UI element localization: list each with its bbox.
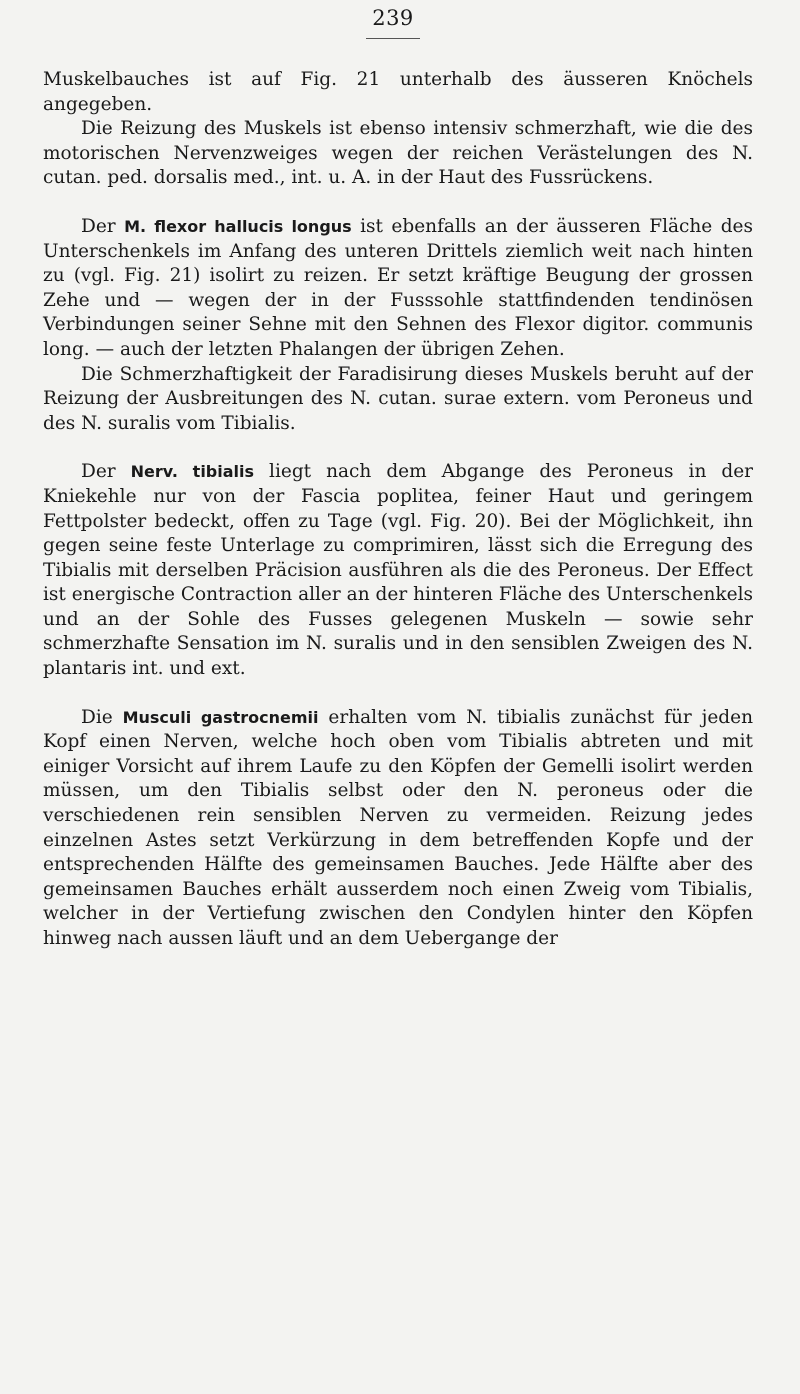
paragraph: Die Reizung des Muskels ist ebenso intensiv schmerzhaft, wie die des motorischen Nervenzweiges wegen der reichen Verästelungen des N. cutan. ped. dorsalis med., int. u. A. in der Haut des Fussrückens.	[43, 118, 753, 189]
paragraph-flexor-hallucis	[43, 215, 753, 363]
paragraph-continuation: Muskelbauches ist auf Fig. 21 unterhalb des äusseren Knöchels angegeben.	[43, 69, 753, 115]
paragraph-lead: Der	[81, 215, 125, 237]
paragraph-body: liegt nach dem Abgange des Peroneus in der Kniekehle nur von der Fascia poplitea, feiner Haut und geringem Fettpolster bedeckt, offen zu Tage (vgl. Fig. 20). Bei der Möglichkeit, ihn gegen seine feste Unterlage zu comprimiren, lässt sich die Erregung des Tibialis mit derselben Präcision ausführen als die des Peroneus. Der Effect ist energische Contraction aller an der hinteren Fläche des Unterschenkels und an der Sohle des Fusses gelegenen Muskeln — sowie sehr schmerzhafte Sensation im N. suralis und in den sensiblen Zweigen des N. plantaris int. und ext.	[43, 461, 753, 680]
section-heading: Nerv. tibialis	[130, 462, 255, 482]
page-number: 239	[372, 6, 414, 30]
section-heading: M. flexor hallucis longus	[124, 216, 352, 236]
paragraph: Die Schmerzhaftigkeit der Faradisirung dieses Muskels beruht auf der Reizung der Ausbreitungen des N. cutan. surae extern. vom Peroneus und des N. suralis vom Tibialis.	[43, 363, 753, 434]
paragraph-nerv-tibialis	[43, 460, 753, 681]
body-text	[43, 68, 753, 952]
paragraph-lead: Die	[81, 706, 123, 728]
paragraph-gastrocnemii	[43, 706, 753, 952]
paragraph-body: erhalten vom N. tibialis zunächst für jeden Kopf einen Nerven, welche hoch oben vom Tibialis abtreten und mit einiger Vorsicht auf ihrem Laufe zu den Köpfen der Gemelli isolirt werden müssen, um den Tibialis selbst oder den N. peroneus oder die verschiedenen rein sensiblen Nerven zu vermeiden. Reizung jedes einzelnen Astes setzt Verkürzung in dem betreffenden Kopfe und der entsprechenden Hälfte des gemeinsamen Bauches. Jede Hälfte aber des gemeinsamen Bauches erhält ausserdem noch einen Zweig vom Tibialis, welcher in der Vertiefung zwischen den Condylen hinter den Köpfen hinweg nach aussen läuft und an dem Uebergange der	[43, 706, 754, 949]
page-number-underline	[366, 38, 420, 39]
section-heading: Musculi gastrocnemii	[122, 707, 319, 727]
paragraph-lead: Der	[81, 461, 131, 483]
paragraph-body: ist ebenfalls an der äusseren Fläche des Unterschenkels im Anfang des unteren Drittels ziemlich weit nach hinten zu (vgl. Fig. 21) isolirt zu reizen. Er setzt kräftige Beugung der grossen Zehe und — wegen der in der Fusssohle stattfindenden tendinösen Verbindungen seiner Sehne mit den Sehnen des Flexor digitor. communis long. — auch der letzten Phalangen der übrigen Zehen.	[43, 215, 753, 360]
